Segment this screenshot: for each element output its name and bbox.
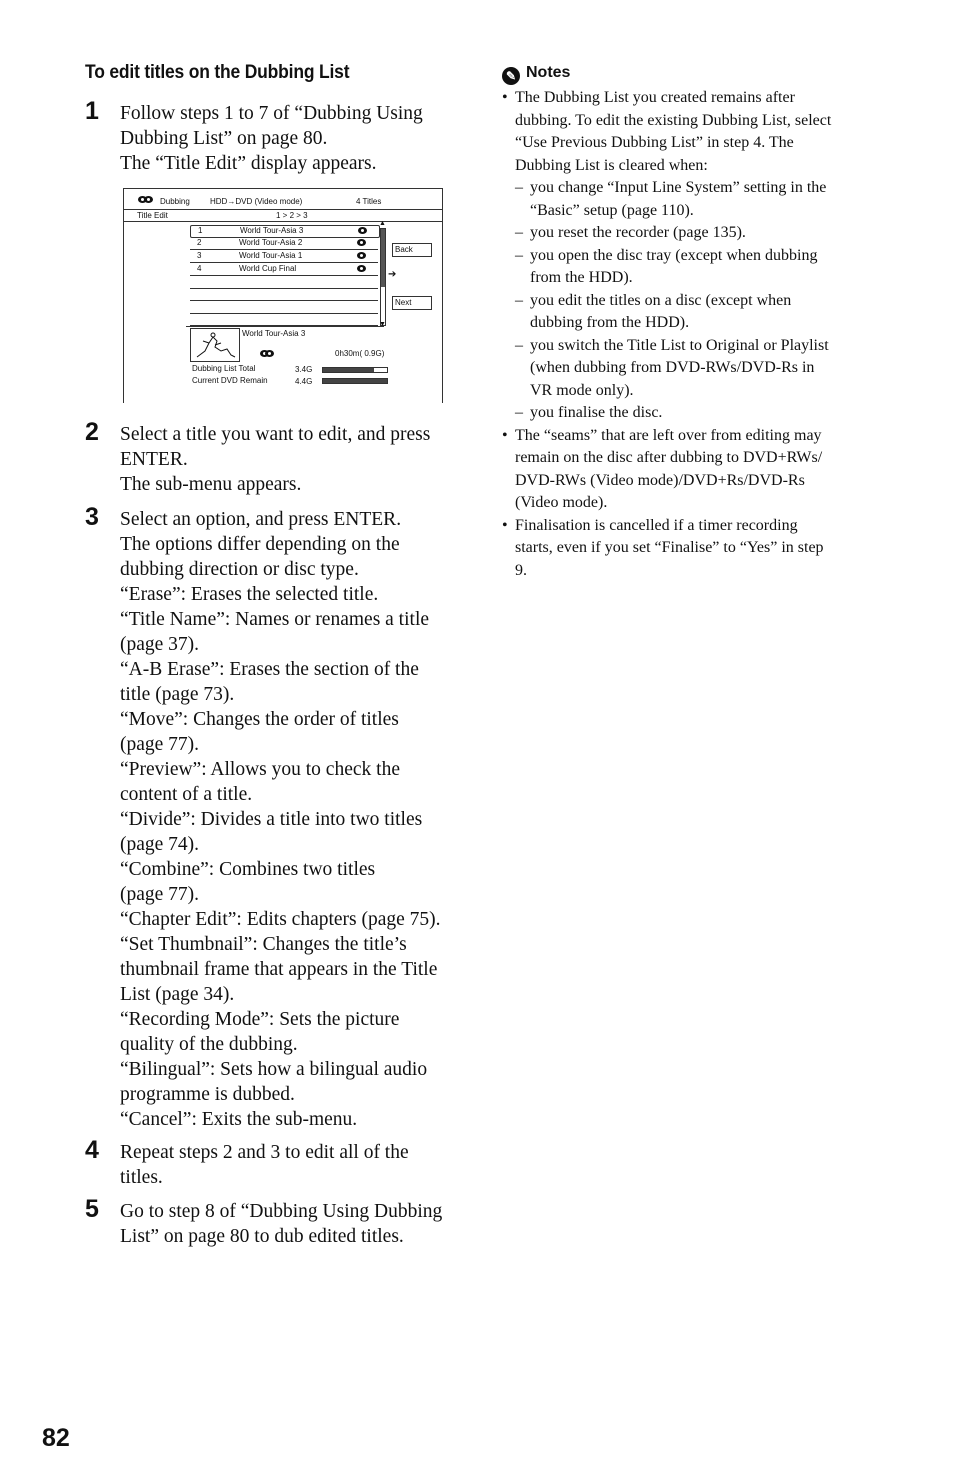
note-line: you open the disc tray (except when dubbing: [530, 246, 818, 264]
note-line: VR mode only).: [530, 381, 634, 399]
row-title: World Cup Final: [239, 264, 297, 273]
row-title: World Tour-Asia 3: [240, 226, 304, 235]
selected-title: World Tour-Asia 3: [242, 329, 306, 338]
note-line: you switch the Title List to Original or Playlist: [530, 336, 829, 354]
note-sub-item: [502, 245, 892, 290]
step-number: 1: [85, 97, 99, 125]
step-text: [120, 422, 470, 497]
note-line: (when dubbing from DVD-RWs/DVD-Rs in: [530, 359, 815, 376]
step-line: dubbing direction or disc type.: [120, 559, 359, 580]
option-ab-erase: “A-B Erase”: Erases the section of the: [120, 659, 419, 680]
title-edit-screen: [123, 188, 443, 403]
dvd-remain-label: Current DVD Remain: [192, 376, 268, 385]
title-row[interactable]: [190, 238, 378, 250]
page-number: 82: [42, 1424, 70, 1452]
arrow-right-icon: ➔: [388, 269, 397, 280]
note-line: • The “seams” that are left over from editing may: [515, 426, 822, 444]
notes-heading: [502, 64, 570, 85]
option-title-name: “Title Name”: Names or renames a title: [120, 609, 430, 630]
step-line: Repeat steps 2 and 3 to edit all of the: [120, 1142, 409, 1163]
scroll-down-icon[interactable]: ▼: [379, 321, 386, 328]
step-line: quality of the dubbing.: [120, 1034, 298, 1055]
row-number: 1: [198, 226, 203, 235]
notes-icon: ✎: [502, 67, 520, 85]
step-line: Select a title you want to edit, and press: [120, 424, 431, 445]
dvd-remain-bar: [322, 378, 388, 384]
step-line: (page 77).: [120, 734, 200, 755]
option-combine: “Combine”: Combines two titles: [120, 859, 376, 880]
dvd-remain-value: 4.4G: [295, 377, 313, 386]
screen-subheader: [124, 210, 442, 222]
note-line: 9.: [515, 561, 527, 579]
row-number: 4: [197, 264, 202, 273]
option-recording-mode: “Recording Mode”: Sets the picture: [120, 1009, 400, 1030]
screen-subtitle: Title Edit: [137, 211, 168, 220]
dash-mark: –: [515, 404, 523, 421]
dash-mark: –: [515, 336, 523, 354]
step-text: [120, 507, 470, 1132]
step-line: ENTER.: [120, 449, 188, 470]
title-duration: 0h30m( 0.9G): [335, 349, 385, 358]
note-line: you reset the recorder (page 135).: [530, 224, 746, 241]
row-number: 2: [197, 238, 202, 247]
step-line: (page 74).: [120, 834, 200, 855]
step-line: The options differ depending on the: [120, 534, 400, 555]
note-sub-item: [502, 177, 892, 222]
step-number: 3: [85, 503, 99, 531]
option-cancel: “Cancel”: Exits the sub-menu.: [120, 1109, 358, 1130]
note-line: DVD-RWs (Video mode)/DVD+Rs/DVD-Rs: [515, 471, 805, 489]
step-line: List (page 34).: [120, 984, 235, 1005]
step-line: title (page 73).: [120, 684, 235, 705]
notes-heading-text: Notes: [526, 64, 571, 81]
bar-fill: [323, 368, 374, 372]
step-line: List” on page 80 to dub edited titles.: [120, 1226, 404, 1247]
step-line: The sub-menu appears.: [120, 474, 302, 495]
step-number: 5: [85, 1195, 99, 1223]
step-line: The “Title Edit” display appears.: [120, 153, 377, 174]
note-line: you finalise the disc.: [530, 404, 663, 421]
note-sub-item: [502, 222, 892, 245]
option-divide: “Divide”: Divides a title into two titles: [120, 809, 423, 830]
step-text: [120, 1199, 470, 1249]
note-line: you change “Input Line System” setting in the: [530, 179, 827, 196]
note-line: dubbing from the HDD).: [530, 314, 690, 331]
dash-mark: –: [515, 291, 523, 309]
option-chapter-edit: “Chapter Edit”: Edits chapters (page 75).: [120, 909, 441, 930]
option-erase: “Erase”: Erases the selected title.: [120, 584, 379, 605]
empty-row-line: [190, 288, 378, 289]
row-title: World Tour-Asia 1: [239, 251, 303, 260]
dubbing-total-label: Dubbing List Total: [192, 364, 256, 373]
section-title: To edit titles on the Dubbing List: [85, 62, 350, 83]
note-line: “Use Previous Dubbing List” in step 4. The: [515, 134, 794, 151]
screen-mode: Dubbing: [160, 197, 190, 206]
option-bilingual: “Bilingual”: Sets how a bilingual audio: [120, 1059, 428, 1080]
thumbnail-figure: [191, 329, 239, 361]
disc-icon: [357, 239, 366, 246]
divider: [186, 326, 384, 327]
note-line: dubbing. To edit the existing Dubbing List, select: [515, 111, 832, 129]
note-sub-item: [502, 402, 892, 425]
step-line: Dubbing List” on page 80.: [120, 128, 328, 149]
dubbing-direction: HDD→DVD (Video mode): [210, 197, 303, 206]
step-indicator: 1 > 2 > 3: [276, 211, 308, 220]
option-set-thumbnail: “Set Thumbnail”: Changes the title’s: [120, 934, 407, 955]
row-title: World Tour-Asia 2: [239, 238, 303, 247]
option-preview: “Preview”: Allows you to check the: [120, 759, 400, 780]
dash-mark: –: [515, 224, 523, 241]
note-bullet: [502, 87, 892, 177]
note-sub-item: [502, 290, 892, 335]
step-text: [120, 101, 470, 176]
empty-row-line: [190, 300, 378, 301]
step-line: Follow steps 1 to 7 of “Dubbing Using: [120, 103, 423, 124]
title-row[interactable]: [190, 225, 380, 238]
note-line: starts, even if you set “Finalise” to “Yes” in step: [515, 539, 824, 556]
title-row[interactable]: [190, 251, 378, 263]
step-line: (page 37).: [120, 634, 200, 655]
note-line: “Basic” setup (page 110).: [530, 201, 694, 219]
disc-icon: [144, 196, 153, 203]
step-line: programme is dubbed.: [120, 1084, 295, 1105]
screen-header: [124, 189, 442, 210]
scrollbar[interactable]: [380, 228, 386, 326]
note-line: Dubbing List is cleared when:: [515, 156, 708, 174]
thumbnail-image: [190, 328, 240, 362]
step-number: 4: [85, 1136, 99, 1164]
dash-mark: –: [515, 246, 523, 264]
title-count: 4 Titles: [356, 197, 382, 206]
dubbing-total-value: 3.4G: [295, 365, 313, 374]
step-line: (page 77).: [120, 884, 200, 905]
note-line: you edit the titles on a disc (except when: [530, 291, 792, 309]
step-line: titles.: [120, 1167, 163, 1188]
note-bullet: [502, 515, 892, 583]
bar-fill: [323, 379, 387, 383]
dash-mark: –: [515, 179, 523, 196]
note-bullet: [502, 425, 892, 515]
note-line: remain on the disc after dubbing to DVD+RWs/: [515, 449, 823, 466]
step-line: Select an option, and press ENTER.: [120, 509, 402, 530]
disc-icon: [358, 227, 367, 234]
row-number: 3: [197, 251, 202, 260]
note-line: (Video mode).: [515, 494, 608, 511]
next-button[interactable]: Next: [392, 296, 432, 310]
empty-row-line: [190, 313, 378, 314]
disc-icon: [357, 265, 366, 272]
step-line: thumbnail frame that appears in the Title: [120, 959, 438, 980]
back-button[interactable]: Back: [392, 243, 432, 257]
disc-icon: [265, 350, 274, 357]
scrollbar-thumb[interactable]: [381, 229, 385, 287]
note-sub-item: [502, 335, 892, 403]
dubbing-total-bar: [322, 367, 388, 373]
note-line: • The Dubbing List you created remains after: [515, 89, 795, 106]
title-row[interactable]: [190, 264, 378, 276]
note-line: from the HDD).: [530, 269, 633, 286]
notes-list: [502, 87, 892, 582]
step-number: 2: [85, 418, 99, 446]
note-line: • Finalisation is cancelled if a timer recording: [515, 516, 798, 534]
step-line: content of a title.: [120, 784, 253, 805]
step-line: Go to step 8 of “Dubbing Using Dubbing: [120, 1201, 443, 1222]
scroll-up-icon[interactable]: ▲: [379, 220, 386, 227]
option-move: “Move”: Changes the order of titles: [120, 709, 399, 730]
disc-icon: [357, 252, 366, 259]
step-text: [120, 1140, 470, 1190]
